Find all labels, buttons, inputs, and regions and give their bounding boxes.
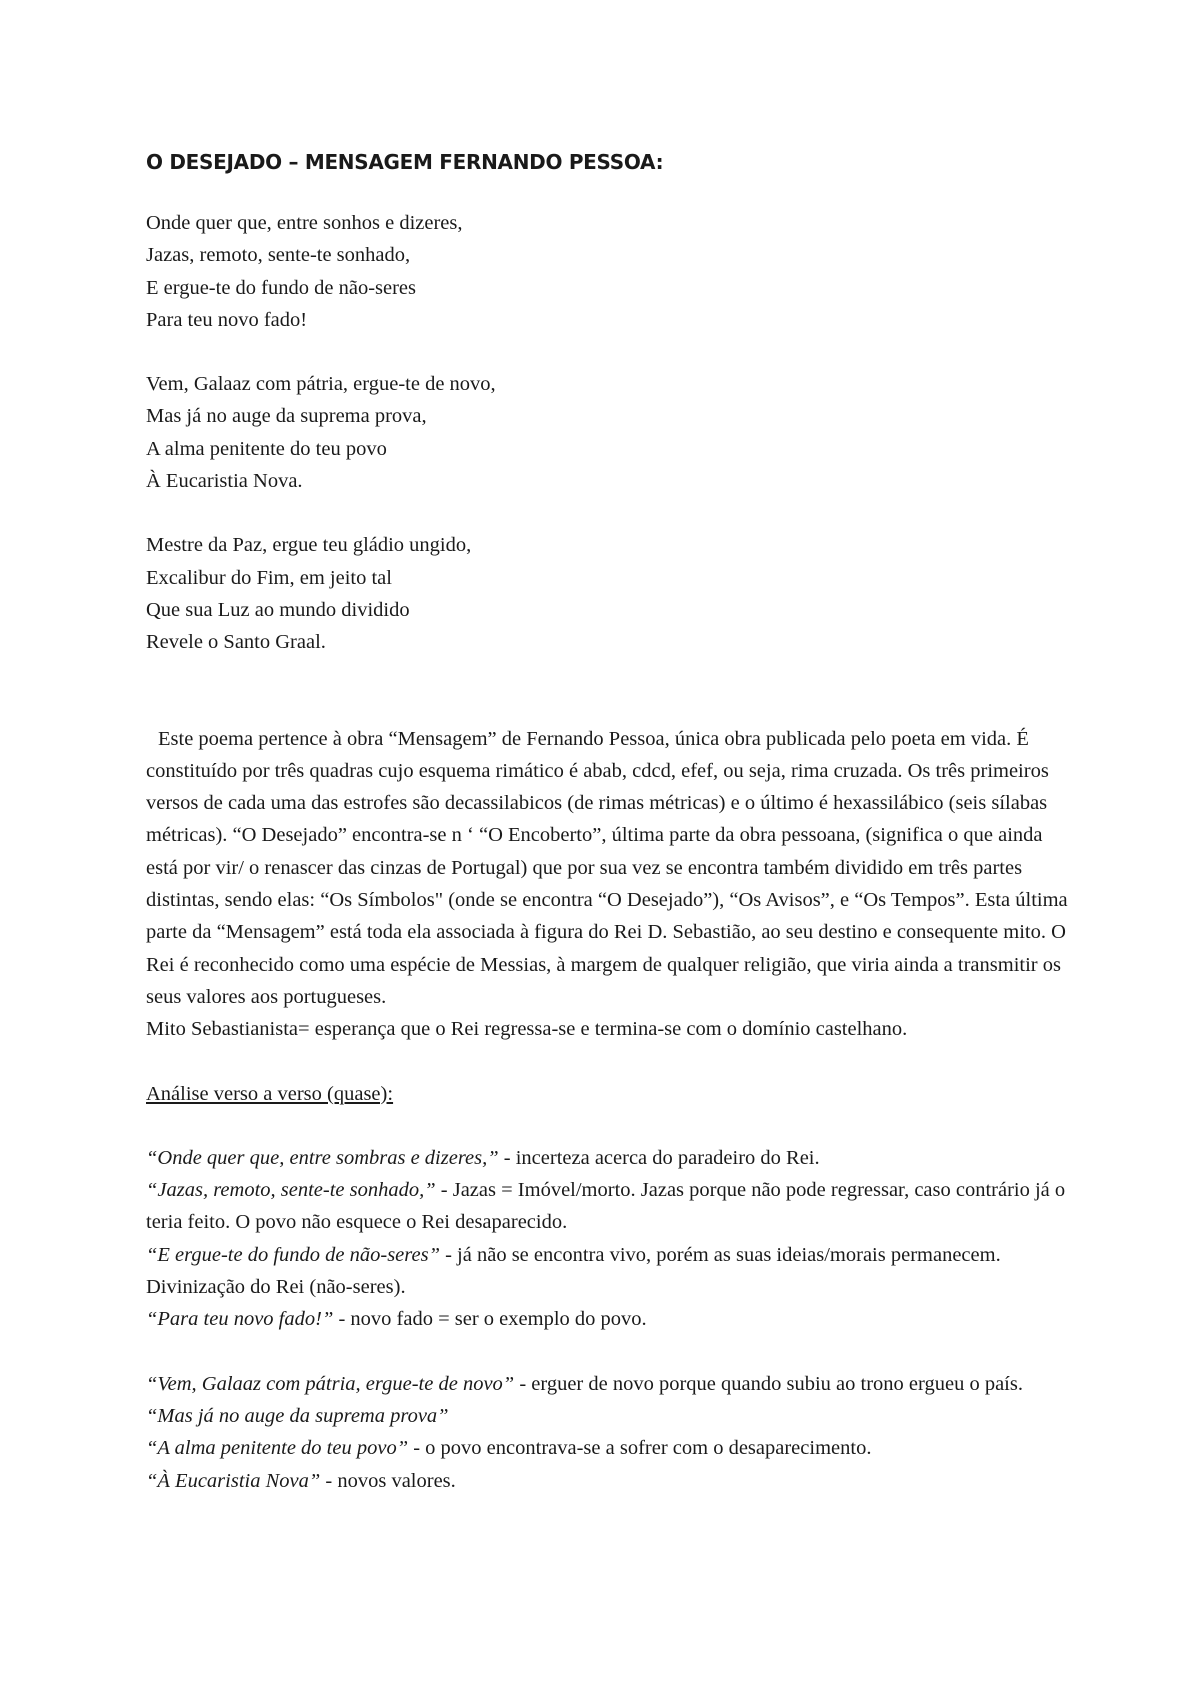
analysis-line <box>146 1239 1076 1304</box>
verse-comment: - erguer de novo porque quando subiu ao trono ergueu o país. <box>514 1372 1023 1395</box>
verse-comment: - novos valores. <box>320 1469 456 1492</box>
analysis-heading: Análise verso a verso (quase): <box>146 1082 394 1105</box>
verse-quote: “À Eucaristia Nova” <box>146 1469 321 1492</box>
verse-quote: “Onde quer que, entre sombras e dizeres,” <box>146 1146 499 1169</box>
document-content <box>146 146 1076 1529</box>
verse-quote: “E ergue-te do fundo de não-seres” <box>146 1243 440 1266</box>
poem <box>146 207 1076 659</box>
analysis-line <box>146 1465 1076 1497</box>
analysis-line <box>146 1303 1076 1335</box>
verse-comment: - novo fado = ser o exemplo do povo. <box>333 1308 647 1331</box>
analysis-block-1 <box>146 1142 1076 1336</box>
verse-comment: - o povo encontrava-se a sofrer com o desaparecimento. <box>408 1437 872 1460</box>
verse-quote: “A alma penitente do teu povo” <box>146 1437 409 1460</box>
intro-paragraph: Este poema pertence à obra “Mensagem” de Fernando Pessoa, única obra publicada pelo poeta em vida. É constituído por três quadras cujo esquema rimático é abab, cdcd, efef, ou seja, rima cruzada. Os três primeiros versos de cada uma das estrofes são decassilabicos (de rimas métricas) e o último é hexassilábico (seis sílabas métricas). “O Desejado” encontra-se n ‘ “O Encoberto”, última parte da obra pessoana, (significa o que ainda está por vir/ o renascer das cinzas de Portugal) que por sua vez se encontra também dividido em três partes distintas, sendo elas: “Os Símbolos" (onde se encontra “O Desejado”), “Os Avisos”, e “Os Tempos”. Esta última parte da “Mensagem” está toda ela associada à figura do Rei D. Sebastião, ao seu destino e consequente mito. O Rei é reconhecido como uma espécie de Messias, à margem de qualquer religião, que viria ainda a transmitir os seus valores aos portugueses. <box>146 727 1068 1008</box>
poem-line: Para teu novo fado! <box>146 308 308 331</box>
document-title: O DESEJADO – MENSAGEM FERNANDO PESSOA: <box>146 150 664 174</box>
poem-line: A alma penitente do teu povo <box>146 437 387 460</box>
verse-quote: “Para teu novo fado!” <box>146 1308 334 1331</box>
verse-comment: - incerteza acerca do paradeiro do Rei. <box>498 1146 820 1169</box>
poem-line: Jazas, remoto, sente-te sonhado, <box>146 244 411 267</box>
poem-line: E ergue-te do fundo de não-seres <box>146 276 417 299</box>
poem-stanza-1 <box>146 207 1076 336</box>
analysis-line <box>146 1174 1076 1239</box>
analysis-line <box>146 1432 1076 1464</box>
verse-comment: - Jazas = Imóvel/morto. Jazas porque não pode regressar, caso contrário já o teria feito. O povo não esquece o Rei desaparecido. <box>146 1179 1066 1234</box>
verse-comment: - já não se encontra vivo, porém as suas ideias/morais permanecem. Divinização do Rei (não-seres). <box>146 1243 1001 1299</box>
poem-line: Revele o Santo Graal. <box>146 631 326 654</box>
poem-stanza-2 <box>146 368 1076 497</box>
verse-quote: “Jazas, remoto, sente-te sonhado,” <box>146 1179 436 1202</box>
verse-quote: “Vem, Galaaz com pátria, ergue-te de novo” <box>146 1372 515 1395</box>
poem-line: Onde quer que, entre sonhos e dizeres, <box>146 212 463 234</box>
analysis-line <box>146 1400 1076 1432</box>
poem-line: Excalibur do Fim, em jeito tal <box>146 566 392 589</box>
analysis-block-2 <box>146 1368 1076 1497</box>
poem-line: Mas já no auge da suprema prova, <box>146 405 427 428</box>
myth-definition: Mito Sebastianista= esperança que o Rei regressa-se e termina-se com o domínio castelhano. <box>146 1018 908 1041</box>
poem-stanza-3 <box>146 529 1076 658</box>
analysis-line <box>146 1368 1076 1400</box>
poem-line: Vem, Galaaz com pátria, ergue-te de novo, <box>146 373 496 396</box>
analysis-line <box>146 1142 1076 1174</box>
poem-line: Mestre da Paz, ergue teu gládio ungido, <box>146 534 472 557</box>
poem-line: Que sua Luz ao mundo dividido <box>146 598 410 621</box>
verse-quote: “Mas já no auge da suprema prova” <box>146 1404 449 1427</box>
poem-line: À Eucaristia Nova. <box>146 470 303 493</box>
